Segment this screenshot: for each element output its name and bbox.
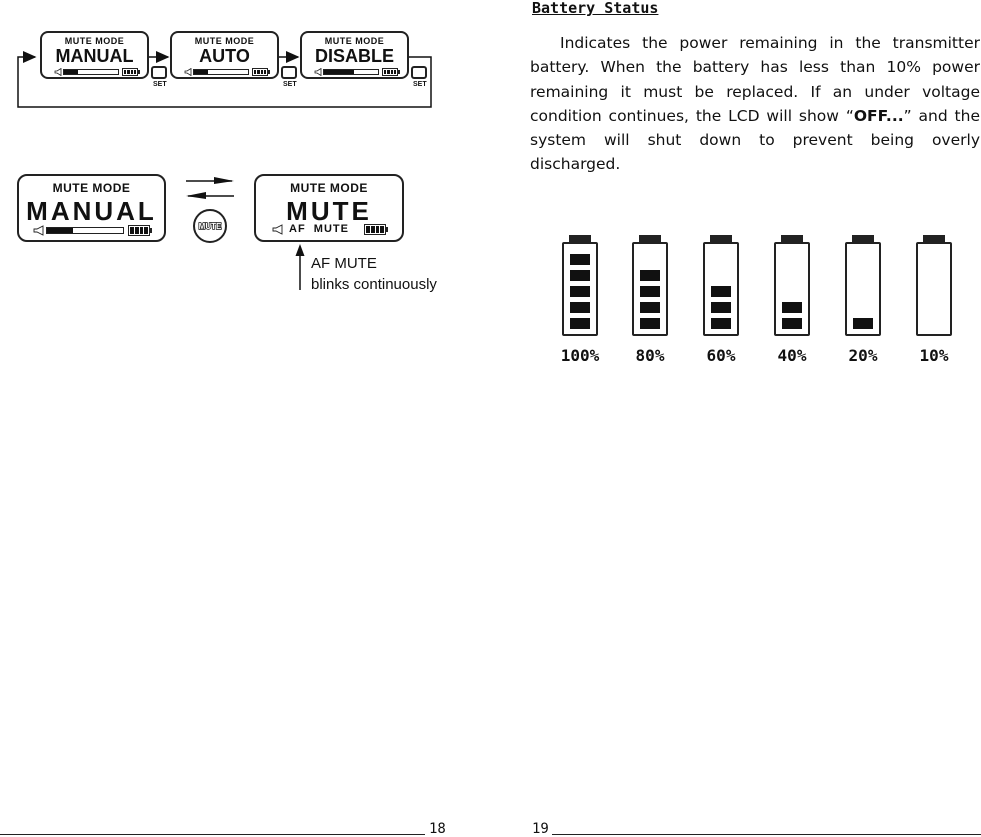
battery-segment (640, 270, 660, 281)
annotation-line-1: AF MUTE (311, 255, 377, 272)
battery-segment (640, 302, 660, 313)
battery-icon (364, 224, 386, 235)
speaker-icon (314, 68, 322, 76)
battery-level-label: 80% (635, 346, 665, 365)
level-meter (272, 224, 397, 236)
battery-icon-10pct (916, 242, 952, 336)
set-button[interactable] (281, 66, 297, 79)
lcd-screen-auto (170, 31, 279, 79)
page-number-left: 18 (429, 821, 446, 837)
battery-status-paragraph: Indicates the power remaining in the transmitter battery. When the battery has less than 10% power remaining it must be replaced. If an under voltage condition continues, the LCD will show “OFF...” and the system will shut down to prevent being overly discharged. (530, 34, 980, 174)
af-mute-status: AF MUTE (289, 223, 349, 235)
lcd-screen-disable (300, 31, 409, 79)
mute-button[interactable] (193, 209, 227, 243)
lcd-mode-header: MUTE MODE (52, 181, 131, 195)
set-button[interactable] (151, 66, 167, 79)
battery-icon (382, 68, 398, 76)
battery-segment (640, 286, 660, 297)
section-heading: Battery Status (532, 0, 659, 17)
toggle-arrows (180, 174, 240, 204)
lcd-screen-mute (254, 174, 404, 242)
lcd-mode-value: AUTO (199, 46, 250, 66)
set-button[interactable] (411, 66, 427, 79)
lcd-mode-header: MUTE MODE (290, 181, 368, 195)
battery-icon-20pct (845, 242, 881, 336)
battery-level-label: 60% (706, 346, 736, 365)
battery-segment (570, 302, 590, 313)
battery-icon-40pct (774, 242, 810, 336)
battery-icon-80pct (632, 242, 668, 336)
battery-level-label: 20% (848, 346, 878, 365)
footer-rule-right (552, 834, 981, 835)
lcd-mode-value: MANUAL (26, 196, 157, 226)
battery-segment (570, 270, 590, 281)
battery-icon (128, 225, 150, 236)
battery-segment (570, 254, 590, 265)
off-display-text: OFF... (853, 106, 904, 125)
annotation-line-2: blinks continuously (311, 276, 437, 293)
set-label: SET (153, 81, 167, 88)
battery-segment (853, 318, 873, 329)
footer-rule-left (0, 834, 425, 835)
battery-segment (570, 286, 590, 297)
page-number-right: 19 (532, 821, 549, 837)
battery-level-label: 10% (919, 346, 949, 365)
level-meter (33, 225, 158, 236)
battery-segment (782, 318, 802, 329)
battery-level-label: 100% (560, 346, 600, 365)
battery-icon (122, 68, 138, 76)
speaker-icon (33, 225, 44, 236)
lcd-mode-value: MUTE (286, 196, 372, 226)
speaker-icon (184, 68, 192, 76)
battery-segment (711, 286, 731, 297)
lcd-screen-manual (40, 31, 149, 79)
battery-segment (782, 302, 802, 313)
level-meter (314, 68, 404, 76)
speaker-icon (54, 68, 62, 76)
battery-segment (570, 318, 590, 329)
battery-segment (640, 318, 660, 329)
lcd-mode-value: MANUAL (55, 46, 134, 66)
lcd-mode-header: MUTE MODE (64, 36, 125, 46)
annotation-arrow (293, 244, 307, 290)
mute-button-label: MUTE (198, 221, 222, 231)
speaker-icon (272, 224, 283, 235)
battery-segment (711, 302, 731, 313)
battery-icon (252, 68, 268, 76)
lcd-mode-header: MUTE MODE (194, 36, 255, 46)
set-label: SET (413, 81, 427, 88)
battery-level-label: 40% (777, 346, 807, 365)
lcd-screen-manual-large (17, 174, 166, 242)
level-meter (184, 68, 274, 76)
battery-segment (711, 318, 731, 329)
battery-icon-60pct (703, 242, 739, 336)
set-label: SET (283, 81, 297, 88)
lcd-mode-header: MUTE MODE (324, 36, 385, 46)
annotation-text (311, 253, 437, 295)
battery-icon-100pct (562, 242, 598, 336)
lcd-mode-value: DISABLE (314, 46, 394, 66)
level-meter (54, 68, 144, 76)
